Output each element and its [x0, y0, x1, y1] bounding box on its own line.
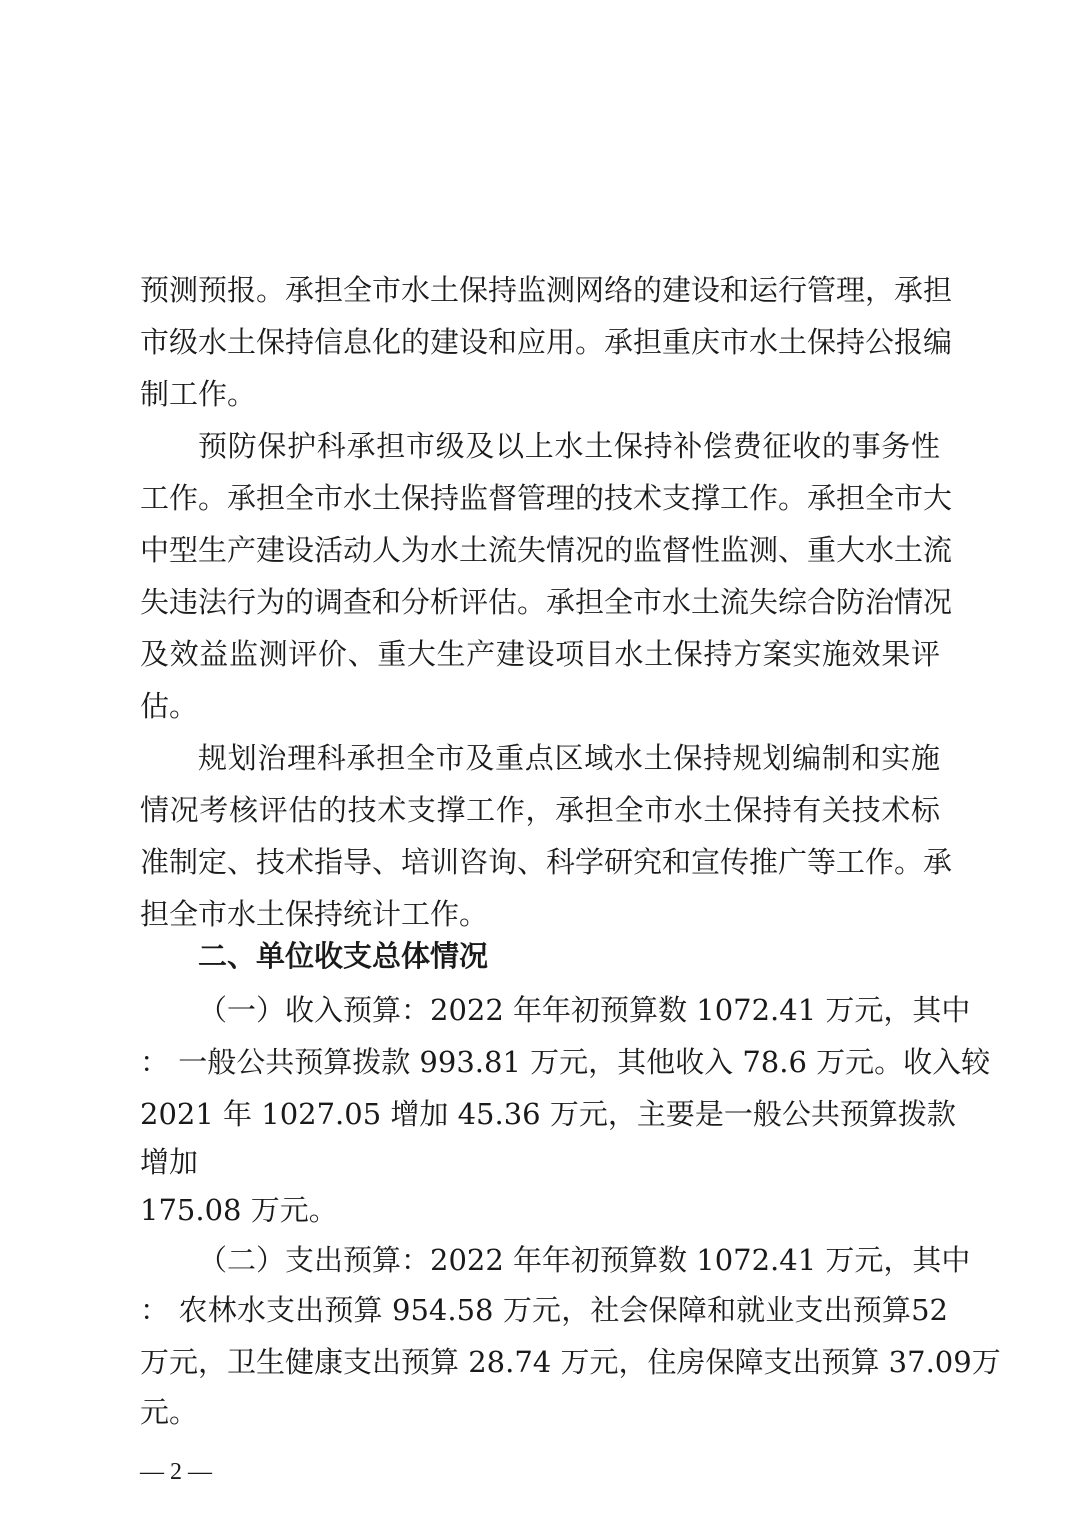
paragraph-line: 增加 — [140, 1145, 199, 1179]
paragraph-line: 情况考核评估的技术支撑工作，承担全市水土保持有关技术标 — [140, 793, 940, 827]
paragraph-line: 元。 — [140, 1395, 199, 1429]
paragraph-line: 失违法行为的调查和分析评估。承担全市水土流失综合防治情况 — [140, 585, 953, 619]
paragraph-line: （一）收入预算：2022 年年初预算数 1072.41 万元，其中 — [198, 993, 971, 1027]
page-number: — 2 — — [140, 1459, 212, 1485]
paragraph-line: （二）支出预算：2022 年年初预算数 1072.41 万元，其中 — [198, 1243, 971, 1277]
paragraph-line: 估。 — [140, 689, 199, 723]
paragraph-line: 2021 年 1027.05 增加 45.36 万元，主要是一般公共预算拨款 — [140, 1097, 956, 1131]
paragraph-line: 制工作。 — [140, 377, 257, 411]
paragraph-line: 万元，卫生健康支出预算 28.74 万元，住房保障支出预算 37.09万 — [140, 1345, 1001, 1379]
paragraph-line: 准制定、技术指导、培训咨询、科学研究和宣传推广等工作。承 — [140, 845, 953, 879]
paragraph-line: ： 一般公共预算拨款 993.81 万元，其他收入 78.6 万元。收入较 — [140, 1045, 991, 1079]
paragraph-line: 工作。承担全市水土保持监督管理的技术支撑工作。承担全市大 — [140, 481, 953, 515]
paragraph-line: 市级水土保持信息化的建设和应用。承担重庆市水土保持公报编 — [140, 325, 953, 359]
paragraph-line: 中型生产建设活动人为水土流失情况的监督性监测、重大水土流 — [140, 533, 953, 567]
paragraph-line: 规划治理科承担全市及重点区域水土保持规划编制和实施 — [198, 741, 940, 775]
paragraph-line: ： 农林水支出预算 954.58 万元，社会保障和就业支出预算52 — [140, 1293, 948, 1327]
paragraph-line: 及效益监测评价、重大生产建设项目水土保持方案实施效果评 — [140, 637, 940, 671]
section-heading: 二、单位收支总体情况 — [198, 939, 489, 973]
paragraph-line: 预防保护科承担市级及以上水土保持补偿费征收的事务性 — [198, 429, 940, 463]
paragraph-line: 175.08 万元。 — [140, 1193, 338, 1227]
paragraph-line: 预测预报。承担全市水土保持监测网络的建设和运行管理，承担 — [140, 273, 953, 307]
paragraph-line: 担全市水土保持统计工作。 — [140, 897, 489, 931]
